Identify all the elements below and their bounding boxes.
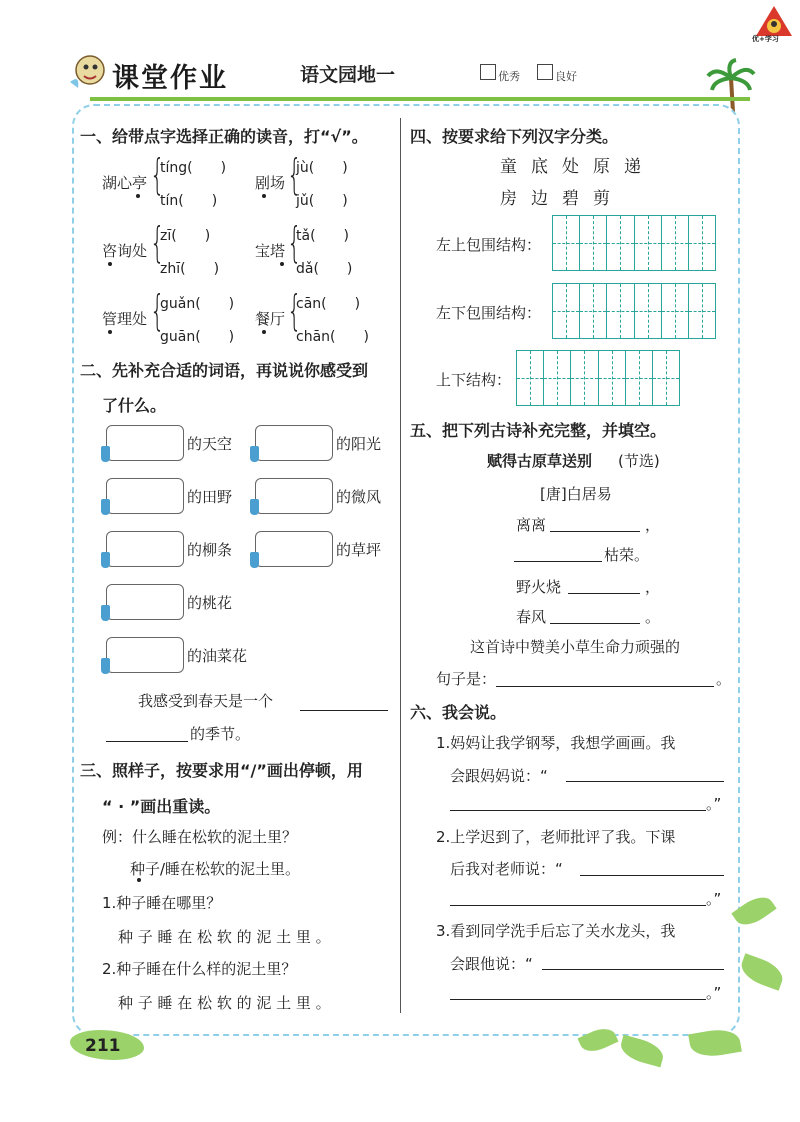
page-title: 课堂作业 — [112, 63, 228, 94]
s1-word: 宝塔 — [255, 242, 286, 260]
brace: { — [150, 286, 165, 335]
answer-end: 。 — [716, 670, 732, 688]
poem-author: [唐]白居易 — [540, 485, 612, 503]
phrase-suffix: 的田野 — [187, 488, 233, 506]
s1-pinyin[interactable]: cān( ) — [296, 296, 361, 312]
poem-blank[interactable] — [568, 593, 640, 594]
unit-title: 语文园地一 — [300, 64, 396, 86]
brace: { — [287, 218, 302, 267]
page-number: 211 — [85, 1036, 121, 1056]
pencil-icon — [101, 552, 110, 568]
quote-end: 。” — [706, 890, 722, 908]
pencil-icon — [101, 605, 110, 621]
answer-2[interactable]: 种 子 睡 在 松 软 的 泥 土 里 。 — [118, 994, 331, 1012]
column-divider — [400, 118, 401, 1013]
quote-end: 。” — [706, 984, 722, 1002]
phrase-blank[interactable] — [106, 425, 184, 461]
answer-line[interactable] — [566, 781, 724, 782]
s3-title-cont: “ · ”画出重读。 — [102, 797, 221, 816]
poem-punct: 。 — [645, 608, 661, 626]
good-label: 良好 — [555, 70, 577, 83]
s1-pinyin[interactable]: jù( ) — [296, 160, 348, 176]
quote-end: 。” — [706, 795, 722, 813]
phrase-blank[interactable] — [255, 425, 333, 461]
char-list: 童底处原递 — [500, 157, 655, 177]
s1-pinyin[interactable]: dǎ( ) — [296, 261, 353, 277]
s1-pinyin[interactable]: zhī( ) — [160, 261, 220, 277]
emphasis-dot — [137, 878, 141, 882]
phrase-blank[interactable] — [255, 478, 333, 514]
s1-title: 一、给带点字选择正确的读音，打“√”。 — [80, 127, 368, 146]
pencil-icon — [250, 446, 259, 462]
emphasis-dot — [280, 262, 284, 266]
s1-pinyin[interactable]: zī( ) — [160, 228, 211, 244]
char-list: 房边碧剪 — [500, 189, 624, 209]
structure-label: 左下包围结构： — [436, 304, 542, 322]
pencil-icon — [101, 446, 110, 462]
emphasis-dot — [108, 330, 112, 334]
s2-title-cont: 了什么。 — [102, 396, 167, 415]
s1-word: 管理处 — [102, 310, 148, 328]
poem-punct: ， — [645, 578, 661, 596]
logo-character-icon — [66, 52, 110, 92]
structure-label: 左上包围结构： — [436, 236, 542, 254]
phrase-blank[interactable] — [106, 637, 184, 673]
feeling-text-end: 的季节。 — [190, 725, 251, 743]
brand-text: 优+学习 — [752, 35, 779, 43]
speak-item-3: 3.看到同学洗手后忘了关水龙头，我 — [436, 922, 676, 940]
s2-title: 二、先补充合适的词语，再说说你感受到 — [80, 361, 369, 380]
phrase-blank[interactable] — [255, 531, 333, 567]
s1-pinyin[interactable]: chān( ) — [296, 329, 369, 345]
writing-grid[interactable] — [516, 350, 680, 406]
good-checkbox[interactable] — [537, 64, 553, 80]
brace: { — [287, 150, 302, 199]
phrase-blank[interactable] — [106, 478, 184, 514]
leaf-icon — [618, 1035, 666, 1068]
s4-title: 四、按要求给下列汉字分类。 — [410, 127, 619, 146]
s1-pinyin[interactable]: jǔ( ) — [296, 193, 348, 209]
pencil-icon — [250, 499, 259, 515]
emphasis-dot — [262, 330, 266, 334]
s1-pinyin[interactable]: guǎn( ) — [160, 296, 235, 312]
poem-question-cont: 句子是： — [436, 670, 497, 688]
answer-line[interactable] — [542, 969, 724, 970]
poem-line: 离离 — [516, 516, 547, 534]
pencil-icon — [101, 499, 110, 515]
phrase-blank[interactable] — [106, 531, 184, 567]
answer-line[interactable] — [496, 686, 714, 687]
poem-line: 枯荣。 — [604, 546, 650, 564]
phrase-suffix: 的天空 — [187, 435, 233, 453]
phrase-suffix: 的草坪 — [336, 541, 382, 559]
leaf-icon — [737, 953, 787, 991]
pencil-icon — [250, 552, 259, 568]
poem-blank[interactable] — [514, 561, 602, 562]
emphasis-dot — [108, 262, 112, 266]
emphasis-dot — [262, 194, 266, 198]
answer-line[interactable] — [300, 710, 388, 711]
s5-title: 五、把下列古诗补充完整，并填空。 — [410, 421, 667, 440]
phrase-suffix: 的阳光 — [336, 435, 382, 453]
poem-punct: ， — [645, 516, 661, 534]
brace: { — [150, 218, 165, 267]
s1-pinyin[interactable]: tín( ) — [160, 193, 218, 209]
header-rule — [90, 97, 750, 101]
poem-question: 这首诗中赞美小草生命力顽强的 — [470, 638, 681, 656]
example-question: 例：什么睡在松软的泥土里？ — [102, 828, 298, 846]
brace: { — [150, 150, 165, 199]
speak-item-1: 1.妈妈让我学钢琴，我想学画画。我 — [436, 734, 676, 752]
phrase-suffix: 的微风 — [336, 488, 382, 506]
poem-title: 赋得古原草送别 — [487, 452, 593, 470]
brace: { — [287, 286, 302, 335]
s1-word: 剧场 — [255, 174, 286, 192]
poem-line: 春风 — [516, 608, 547, 626]
answer-line[interactable] — [450, 999, 706, 1000]
excellent-checkbox[interactable] — [480, 64, 496, 80]
poem-blank[interactable] — [550, 531, 640, 532]
excellent-label: 优秀 — [498, 70, 520, 83]
s1-pinyin[interactable]: tíng( ) — [160, 160, 227, 176]
s1-word: 湖心亭 — [102, 174, 148, 192]
feeling-text: 我感受到春天是一个 — [138, 692, 274, 710]
poem-note: (节选) — [618, 452, 660, 470]
s1-word: 咨询处 — [102, 242, 148, 260]
answer-line[interactable] — [450, 810, 706, 811]
question-1: 1.种子睡在哪里？ — [102, 894, 222, 912]
pencil-icon — [101, 658, 110, 674]
answer-line[interactable] — [106, 741, 188, 742]
s6-title: 六、我会说。 — [410, 703, 507, 722]
writing-grid[interactable] — [552, 215, 716, 271]
answer-line[interactable] — [580, 875, 724, 876]
poem-line: 野火烧 — [516, 578, 562, 596]
poem-blank[interactable] — [550, 623, 640, 624]
phrase-suffix: 的桃花 — [187, 594, 233, 612]
question-2: 2.种子睡在什么样的泥土里？ — [102, 960, 297, 978]
phrase-suffix: 的油菜花 — [187, 647, 248, 665]
phrase-suffix: 的柳条 — [187, 541, 233, 559]
s1-pinyin[interactable]: guān( ) — [160, 329, 235, 345]
s1-word: 餐厅 — [255, 310, 286, 328]
speak-item-2-cont: 后我对老师说：“ — [450, 860, 563, 878]
s1-pinyin[interactable]: tǎ( ) — [296, 228, 349, 244]
emphasis-dot — [136, 194, 140, 198]
s3-title: 三、照样子，按要求用“/”画出停顿，用 — [80, 761, 363, 780]
speak-item-3-cont: 会跟他说：“ — [450, 955, 533, 973]
writing-grid[interactable] — [552, 283, 716, 339]
structure-label: 上下结构： — [436, 371, 512, 389]
answer-line[interactable] — [450, 905, 706, 906]
phrase-blank[interactable] — [106, 584, 184, 620]
speak-item-2: 2.上学迟到了，老师批评了我。下课 — [436, 828, 676, 846]
speak-item-1-cont: 会跟妈妈说：“ — [450, 767, 548, 785]
answer-1[interactable]: 种 子 睡 在 松 软 的 泥 土 里 。 — [118, 928, 331, 946]
example-answer: 种子/睡在松软的泥土里。 — [130, 860, 301, 878]
